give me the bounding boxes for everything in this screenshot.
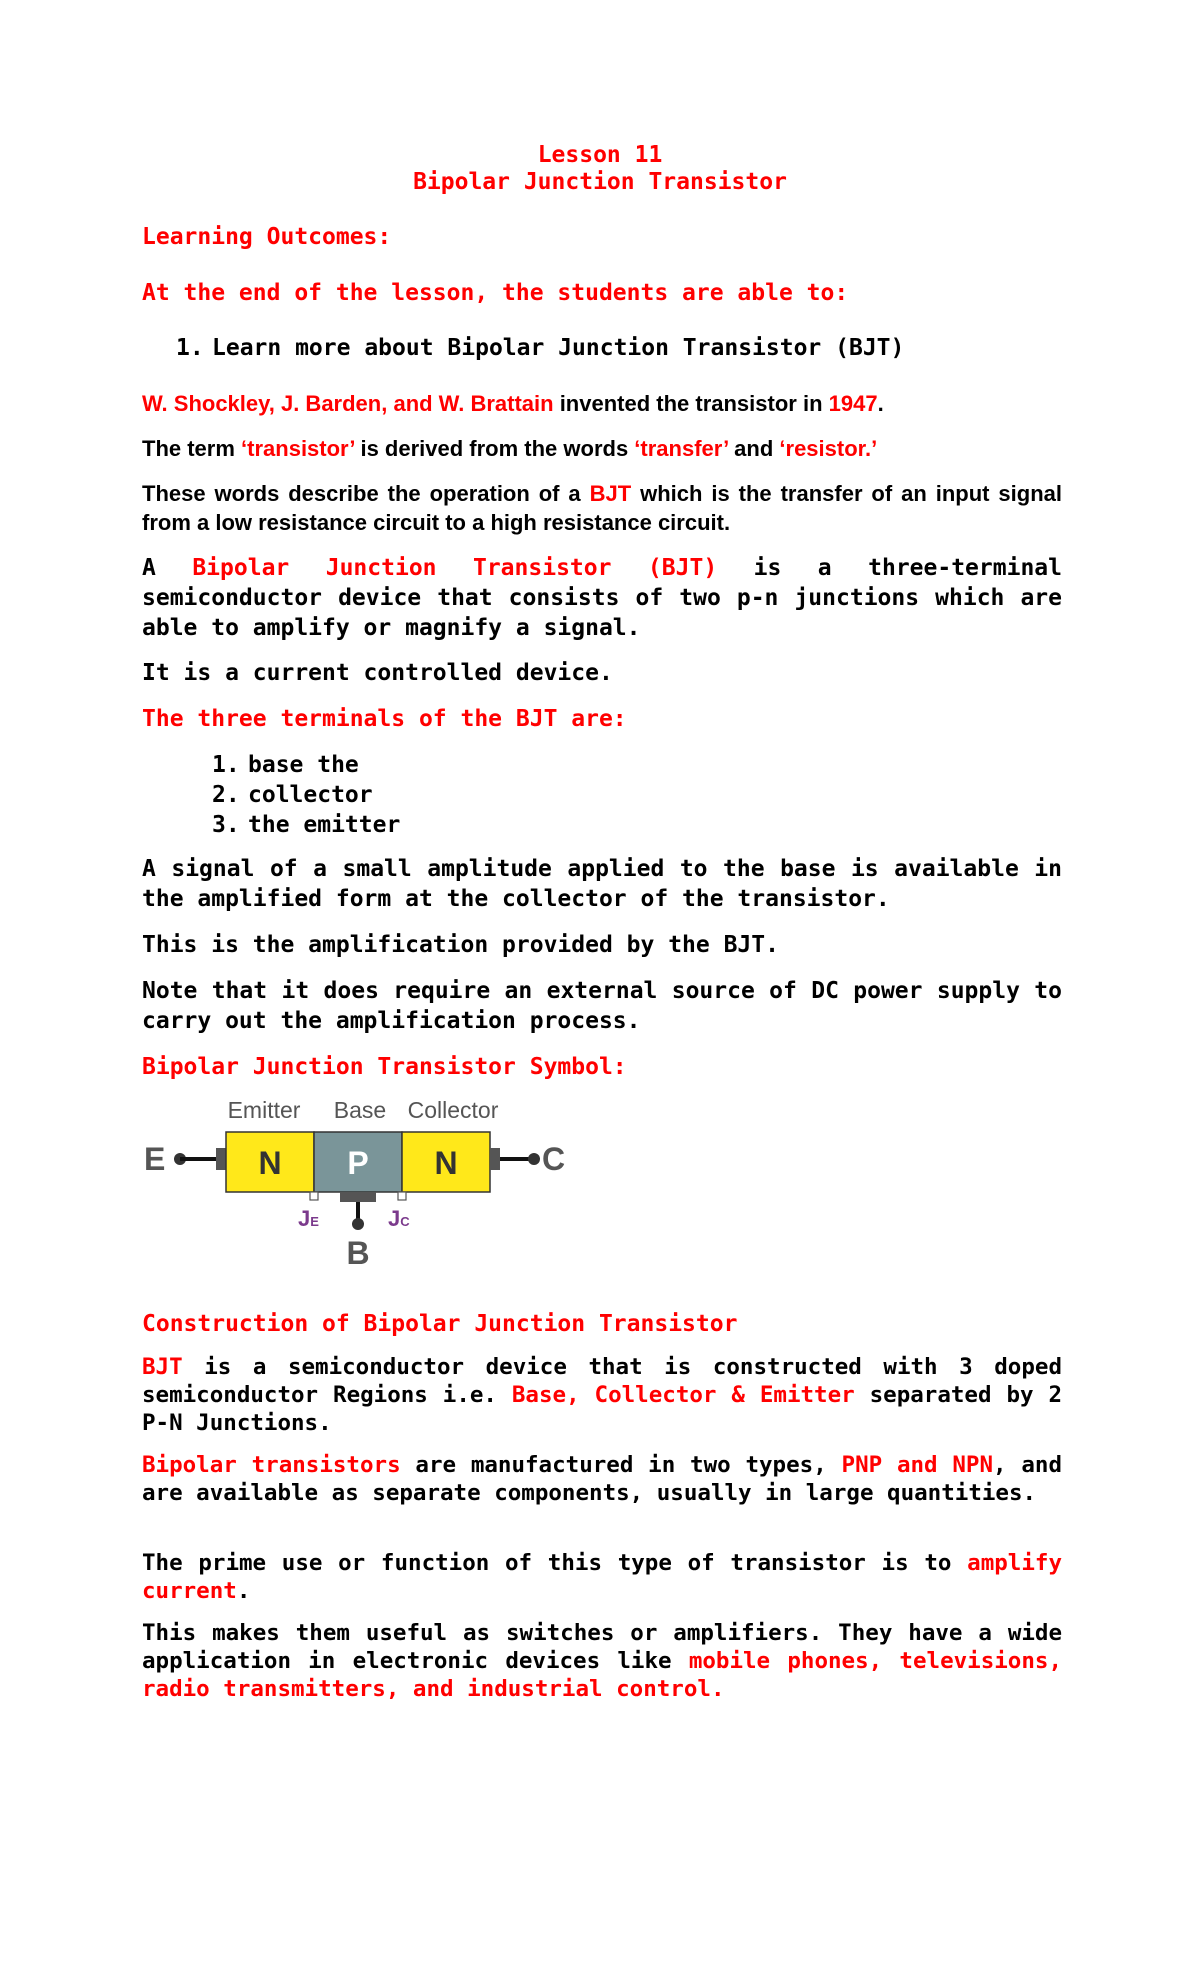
collector-label: Collector: [407, 1097, 499, 1123]
base-contact: [340, 1192, 376, 1202]
collector-terminal-dot: [528, 1153, 540, 1165]
terminal-e-label: E: [144, 1141, 166, 1177]
symbol-heading: Bipolar Junction Transistor Symbol:: [142, 1054, 627, 1080]
outcomes-intro: At the end of the lesson, the students are able to:: [142, 280, 849, 306]
amplification-paragraph: This is the amplification provided by the BJT.: [142, 932, 779, 958]
history-paragraph: W. Shockley, J. Barden, and W. Brattain invented the transistor in 1947.: [142, 391, 884, 416]
terminals-list: [212, 750, 400, 840]
note-paragraph: Note that it does require an external source of DC power supply to carry out the amplification process.: [142, 978, 1062, 1034]
junction-c-label: JC: [388, 1206, 410, 1231]
junction-e-marker: [310, 1192, 318, 1200]
construction-paragraph-3: The prime use or function of this type of transistor is to amplify current.: [142, 1550, 1062, 1604]
base-label: Base: [333, 1097, 387, 1123]
emitter-label: Emitter: [227, 1097, 301, 1123]
bjt-symbol-diagram: [130, 1090, 590, 1280]
construction-paragraph-4: This makes them useful as switches or amplifiers. They have a wide application in electronic devices like mobile phones, televisions, radio transmitters, and industrial control.: [142, 1620, 1062, 1702]
collector-contact: [490, 1148, 500, 1170]
base-terminal-dot: [352, 1218, 364, 1230]
definition-paragraph: A Bipolar Junction Transistor (BJT) is a three-terminal semiconductor device that consists of two p-n junctions which are able to amplify or magnify a signal.: [142, 555, 1062, 641]
terminals-heading: The three terminals of the BJT are:: [142, 706, 627, 732]
region-p-label: P: [347, 1145, 369, 1181]
lesson-number: Lesson 11: [537, 142, 663, 168]
junction-c-marker: [398, 1192, 406, 1200]
junction-e-label: JE: [298, 1206, 319, 1231]
emitter-contact: [216, 1148, 226, 1170]
list-item: 3. the emitter: [212, 812, 401, 838]
terminal-b-label: B: [346, 1235, 370, 1271]
list-item: 2. collector: [212, 782, 373, 808]
page-title: Bipolar Junction Transistor: [413, 169, 787, 195]
signal-paragraph: A signal of a small amplitude applied to the base is available in the amplified form at the collector of the transistor.: [142, 856, 1062, 912]
term-paragraph: The term ‘transistor’ is derived from the words ‘transfer’ and ‘resistor.’: [142, 436, 878, 461]
region-n2-label: N: [434, 1145, 458, 1181]
list-item: 1. base the: [212, 752, 359, 778]
outcomes-list: [176, 333, 904, 363]
outcomes-heading: Learning Outcomes:: [142, 224, 392, 250]
current-controlled-paragraph: It is a current controlled device.: [142, 660, 613, 686]
construction-heading: Construction of Bipolar Junction Transistor: [142, 1311, 738, 1337]
construction-paragraph-1: BJT is a semiconductor device that is constructed with 3 doped semiconductor Regions i.e. Base, Collector & Emitter separated by 2 P-N Junctions.: [142, 1354, 1063, 1436]
construction-paragraph-2: Bipolar transistors are manufactured in two types, PNP and NPN, and are available as separate components, usually in large quantities.: [142, 1452, 1062, 1506]
terminal-c-label: C: [542, 1141, 566, 1177]
describe-paragraph: These words describe the operation of a BJT which is the transfer of an input signal from a low resistance circuit to a high resistance circuit.: [142, 481, 1062, 535]
list-item: 1. Learn more about Bipolar Junction Transistor (BJT): [176, 335, 905, 361]
region-n1-label: N: [258, 1145, 282, 1181]
